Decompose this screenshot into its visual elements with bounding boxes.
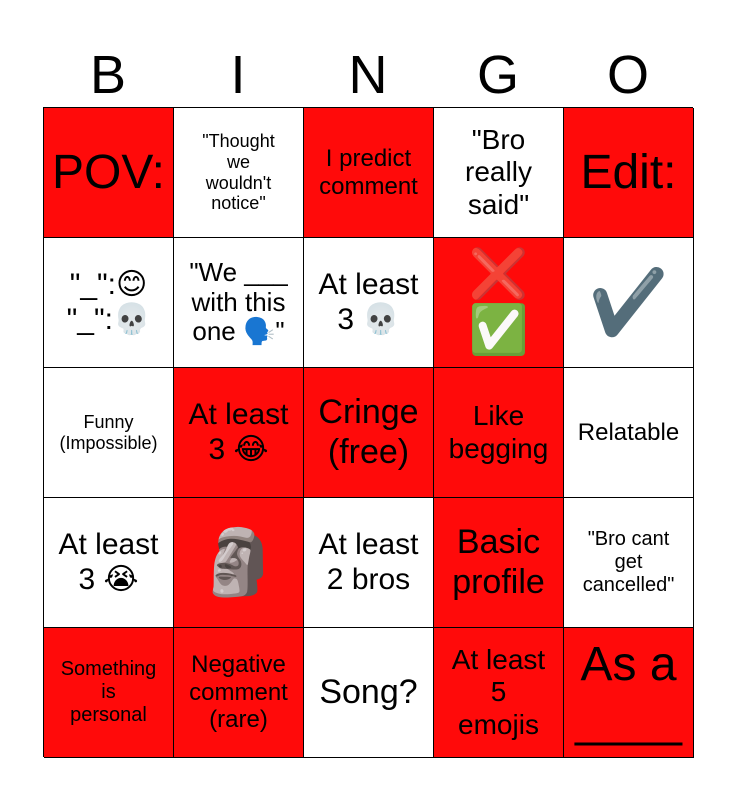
header-letter-i: I <box>230 45 246 105</box>
header-letter-g: G <box>476 45 519 105</box>
cell-text: Song? <box>319 672 418 711</box>
bingo-header <box>43 44 693 106</box>
bingo-cell-at-least-2-bros[interactable] <box>304 498 434 628</box>
bingo-board <box>43 107 693 757</box>
bingo-cell-at-least-3-skulls[interactable] <box>304 238 434 368</box>
header-letter-o: O <box>606 45 649 105</box>
bingo-cell-edit[interactable] <box>564 108 694 238</box>
bingo-cell-as-a-blank[interactable] <box>564 628 694 758</box>
bingo-cell-smile-skull-format[interactable] <box>44 238 174 368</box>
cell-text: Funny (Impossible) <box>59 411 158 453</box>
bingo-cell-relatable[interactable] <box>564 368 694 498</box>
bingo-cell-checkmark-emoji[interactable] <box>564 238 694 368</box>
cell-text: Something is personal <box>60 658 157 726</box>
bingo-cell-something-is-personal[interactable] <box>44 628 174 758</box>
bingo-cell-cross-check-emoji[interactable] <box>434 238 564 368</box>
header-letter-b: B <box>89 45 127 105</box>
cell-text: Relatable <box>577 418 680 446</box>
bingo-cell-we-with-this-one[interactable] <box>174 238 304 368</box>
bingo-cell-bro-really-said[interactable] <box>434 108 564 238</box>
bingo-cell-at-least-3-crying[interactable] <box>44 498 174 628</box>
cell-text: Edit: <box>580 145 677 199</box>
bingo-cell-bro-cant-get-cancelled[interactable] <box>564 498 694 628</box>
bingo-cell-at-least-5-emojis[interactable] <box>434 628 564 758</box>
cell-text: ❌ ✅ <box>468 248 529 357</box>
cell-text: POV: <box>52 145 165 199</box>
cell-text: "Thought we wouldn't notice" <box>202 131 275 214</box>
cell-text: Negative comment (rare) <box>189 651 288 734</box>
bingo-cell-at-least-3-laughing[interactable] <box>174 368 304 498</box>
cell-text: "Bro cant get cancelled" <box>582 528 675 596</box>
cell-text: Basic profile <box>452 523 545 601</box>
cell-text: At least 3 😭 <box>58 528 159 596</box>
header-letter-n: N <box>348 45 388 105</box>
cell-text: At least 5 emojis <box>451 644 546 740</box>
bingo-cell-like-begging[interactable] <box>434 368 564 498</box>
cell-text: "_":😊 "_":💀 <box>66 268 151 336</box>
cell-text: At least 2 bros <box>318 528 419 596</box>
cell-text: As a ____ <box>575 638 682 747</box>
bingo-cell-cringe-free[interactable] <box>304 368 434 498</box>
bingo-cell-song[interactable] <box>304 628 434 758</box>
bingo-cell-pov[interactable] <box>44 108 174 238</box>
bingo-cell-thought-we-wouldnt-notice[interactable] <box>174 108 304 238</box>
bingo-cell-negative-comment-rare[interactable] <box>174 628 304 758</box>
cell-text: I predict comment <box>319 144 418 200</box>
cell-text: "We ___ with this one 🗣️" <box>189 256 288 347</box>
bingo-cell-funny-impossible[interactable] <box>44 368 174 498</box>
cell-text: Like begging <box>448 400 549 464</box>
cell-text: At least 3 💀 <box>318 268 419 336</box>
bingo-cell-moai-emoji[interactable] <box>174 498 304 628</box>
cell-text: ✔️ <box>588 265 669 338</box>
cell-text: "Bro really said" <box>465 124 532 220</box>
bingo-cell-basic-profile[interactable] <box>434 498 564 628</box>
bingo-cell-i-predict-comment[interactable] <box>304 108 434 238</box>
cell-text: At least 3 😂 <box>188 398 289 466</box>
cell-text: 🗿 <box>198 525 279 598</box>
cell-text: Cringe (free) <box>318 393 419 471</box>
